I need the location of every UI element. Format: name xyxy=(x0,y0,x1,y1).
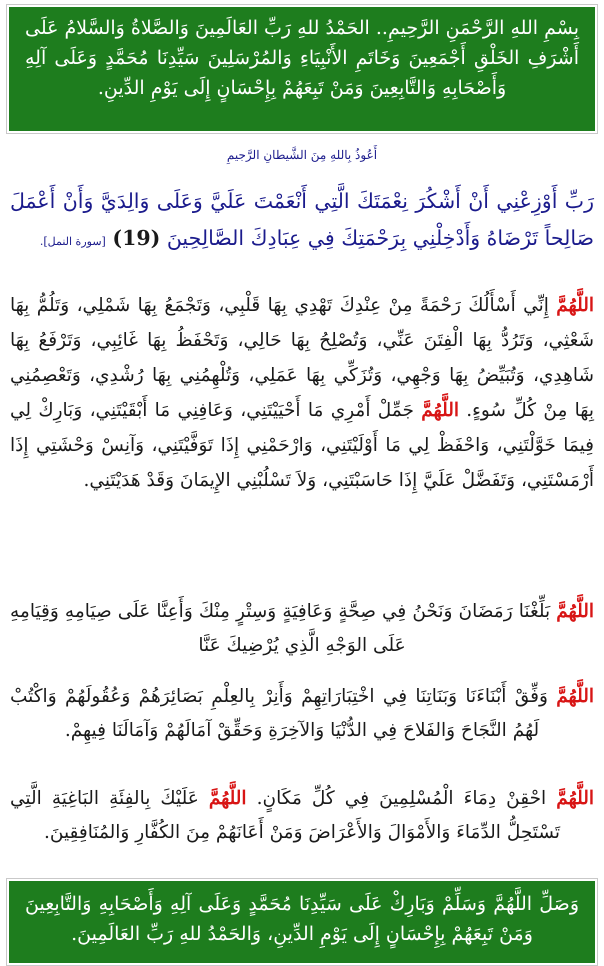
supplication-text: عَلَيْكَ بِالفِئَةِ البَاغِيَةِ الَّتِي تَسْتَحِلُّ الدِّمَاءَ وَالأَمْوَالَ وَالأَعْرَاضَ وَمَنْ أَعَانَهُمْ مِنَ الكُفَّارِ وَالمُنَافِقِينَ. xyxy=(10,788,561,843)
allahumma-word: اللَّهُمَّ xyxy=(556,601,594,622)
muslims-supplication xyxy=(10,782,594,850)
footer-banner-text: وَصَلِّ اللَّهُمَّ وَسَلِّمْ وَبَارِكْ عَلَى سَيِّدِنَا مُحَمَّدٍ وَعَلَى آلِهِ وَأَصْحَابِهِ وَالتَّابِعِينَ وَمَنْ تَبِعَهُمْ بِإِحْسَانٍ إِلَى يَوْمِ الدِّينِ، وَالحَمْدُ للهِ رَبِّ العَالَمِينَ. xyxy=(25,893,579,945)
verse-number: (19) xyxy=(112,226,161,250)
header-banner xyxy=(7,5,597,133)
surah-reference: [سورة النمل]. xyxy=(39,235,106,248)
children-supplication xyxy=(10,680,594,748)
allahumma-word: اللَّهُمَّ xyxy=(556,686,594,707)
footer-banner xyxy=(7,879,597,965)
supplication-text: بَلِّغْنَا رَمَضَانَ وَنَحْنُ فِي صِحَّةٍ وَعَافِيَةٍ وَسِتْرٍ مِنْكَ وَأَعِنَّا عَلَى صِيَامِهِ وَقِيَامِهِ عَلَى الوَجْهِ الَّذِي يُرْضِيكَ عَنَّا xyxy=(10,601,557,656)
supplication-text: جَمِّلْ أَمْرِي مَا أَحْيَيْتَنِي، وَعَافِنِي مَا أَبْقَيْتَنِي، وَبَارِكْ لِي فِيمَا خَوَّلْتَنِي، وَاحْفَظْ لِي مَا أَوْلَيْتَنِي، وَارْحَمْنِي إِذَا تَوَفَّيْتَنِي، وَآنِسْ وَحْشَتِي إِذَا أَرْمَسْتَنِي، وَتَفَضَّلْ عَلَيَّ إِذَا حَاسَبْتَنِي، وَلاَ تَسْلُبْنِي الإِيمَانَ وَقَدْ هَدَيْتَنِي. xyxy=(10,400,594,491)
ramadan-supplication xyxy=(10,595,594,663)
supplication-text: احْقِنْ دِمَاءَ الْمُسْلِمِينَ فِي كُلِّ مَكَانٍ. xyxy=(246,788,557,809)
main-supplication xyxy=(10,288,594,498)
header-banner-text: بِسْمِ اللهِ الرَّحْمَنِ الرَّحِيمِ.. الحَمْدُ للهِ رَبِّ العَالَمِينَ وَالصَّلاةُ وَالسَّلامُ عَلَى أَشْرَفِ الخَلْقِ أَجْمَعِينَ وَخَاتَمِ الأَنْبِيَاءِ وَالمُرْسَلِينَ سَيِّدِنَا مُحَمَّدٍ وَعَلَى آلِهِ وَأَصْحَابِهِ وَالتَّابِعِينَ وَمَنْ تَبِعَهُمْ بِإِحْسَانٍ إِلَى يَوْمِ الدِّينِ. xyxy=(25,17,579,99)
supplication-text: وَفِّقْ أَبْنَاءَنَا وَبَنَاتِنَا فِي اخْتِبَارَاتِهِمْ وَأَنِرْ بِالعِلْمِ بَصَائِرَهُمْ وَعُقُولَهُمْ وَاكْتُبْ لَهُمُ النَّجَاحَ وَالفَلاحَ فِي الدُّنْيَا وَالآخِرَةِ وَحَقِّقْ آمَالَهُمْ وَآمَالَنَا فِيهِمْ. xyxy=(10,686,557,741)
allahumma-word: اللَّهُمَّ xyxy=(556,788,595,809)
allahumma-word: اللَّهُمَّ xyxy=(208,788,247,809)
supplication-text: إِنِّي أَسْأَلُكَ رَحْمَةً مِنْ عِنْدِكَ تَهْدِي بِهَا قَلْبِي، وَتَجْمَعُ بِهَا شَمْلِي، وَتَلُمُّ بِهَا شَعْثِي، وَتَرُدُّ بِهَا الْفِتَنَ عَنِّي، وَتُصْلِحُ بِهَا حَالِي، وَتَحْفَظُ بِهَا غَائِبِي، وَتَرْفَعُ بِهَا شَاهِدِي، وَتُبَيِّضُ بِهَا وَجْهِي، وَتُزَكِّي بِهَا عَمَلِي، وَتُلْهِمُنِي بِهَا رُشْدِي، وَتَعْصِمُنِي بِهَا مِنْ كُلِّ سُوءٍ. xyxy=(10,295,594,421)
verse-text: رَبِّ أَوْزِعْنِي أَنْ أَشْكُرَ نِعْمَتَكَ الَّتِي أَنْعَمْتَ عَلَيَّ وَعَلَى وَالِدَيَّ وَأَنْ أَعْمَلَ صَالِحاً تَرْضَاهُ وَأَدْخِلْنِي بِرَحْمَتِكَ فِي عِبَادِكَ الصَّالِحِينَ xyxy=(10,189,594,250)
allahumma-word: اللَّهُمَّ xyxy=(556,295,594,316)
quran-verse xyxy=(10,183,594,260)
allahumma-word: اللَّهُمَّ xyxy=(421,400,459,421)
istiadha-line: أَعُوذُ بِاللهِ مِنَ الشَّيطانِ الرَّجيمِ xyxy=(226,148,378,162)
